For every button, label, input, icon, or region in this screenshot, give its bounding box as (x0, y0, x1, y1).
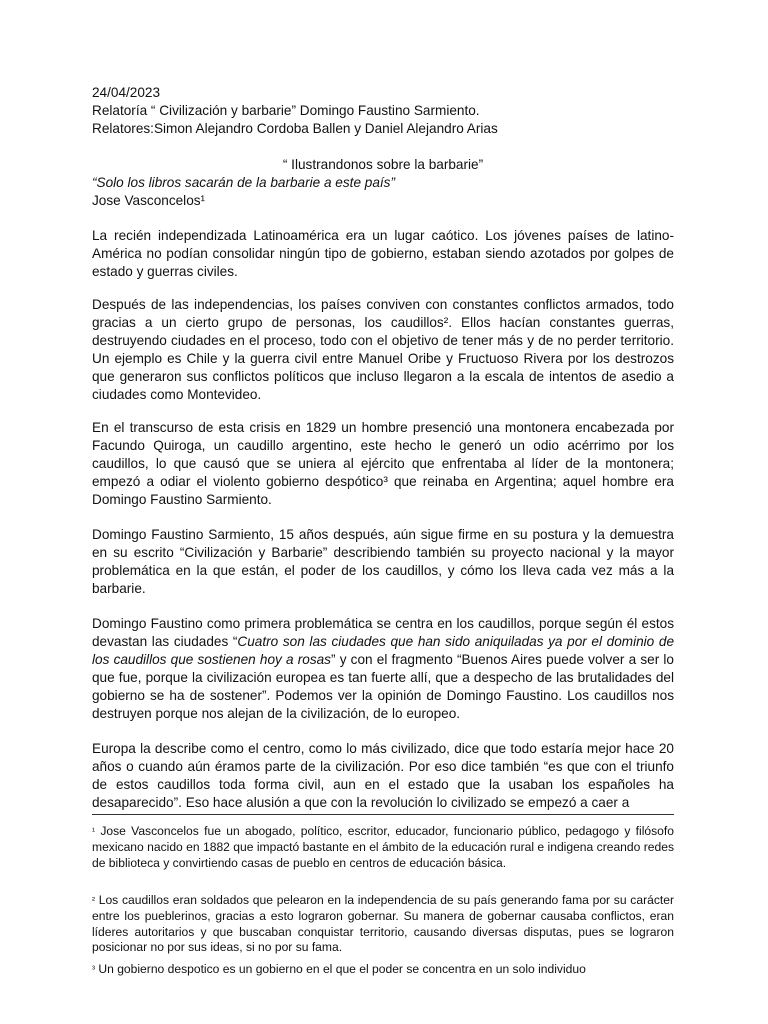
date: 24/04/2023 (92, 85, 161, 100)
footnote-2-mark: ² (92, 895, 95, 905)
footnote-2 (92, 893, 674, 955)
document-header (92, 84, 674, 138)
paragraph-3: En el transcurso de esta crisis en 1829 un hombre presenció una montonera encabezada por Facundo Quiroga, un caudillo argentino, este hecho le generó un odio acérrimo por los caudillos, lo que causó que se uniera al ejército que enfrentaba al líder de la montonera; empezó a odiar el violento gobierno despótico³ que reinaba en Argentina; aquel hombre era Domingo Faustino Sarmiento. (92, 420, 674, 507)
relatores-line: Relatores:Simon Alejandro Cordoba Ballen y Daniel Alejandro Arias (92, 121, 498, 136)
paragraph-5-quote: Cuatro son las ciudades que han sido aniquiladas ya por el dominio de los caudillos que sostienen hoy a rosas (92, 634, 675, 667)
footnote-3-text: Un gobierno despotico es un gobierno en el que el poder se concentra en un solo individuo (98, 962, 586, 976)
footnote-separator (92, 814, 674, 815)
paragraph-5-text-b: ” y con el fragmento “Buenos Aires puede volver a ser lo que fue, porque la civilización europea es tan fuerte allí, que a despecho de las brutalidades del gobierno se ha de sostener”. Podemos ver la opinión de Domingo Faustino. Los caudillos nos destruyen porque nos alejan de la civilización, de lo europeo. (92, 652, 674, 721)
footnote-3-mark: ³ (92, 964, 95, 974)
paragraph-2: Después de las independencias, los países conviven con constantes conflictos armados, todo gracias a un cierto grupo de personas, los caudillos². Ellos hacían constantes guerras, destruyendo ciudades en el proceso, todo con el objetivo de tener más y de no perder territorio. Un ejemplo es Chile y la guerra civil entre Manuel Oribe y Fructuoso Rivera por los destrozos que generaron sus conflictos políticos que incluso llegaron a la escala de intentos de asedio a ciudades como Montevideo. (92, 297, 674, 402)
paragraph-6: Europa la describe como el centro, como lo más civilizado, dice que todo estaría mejor hace 20 años o cuando aún éramos parte de la civilización. Por eso dice también “es que con el triunfo de estos caudillos toda forma civil, aun en el estado que la usaban los españoles ha desaparecido”. Eso hace alusión a que con la revolución lo civilizado se empezó a caer a (92, 741, 674, 810)
footnote-1-text: Jose Vasconcelos fue un abogado, político, escritor, educador, funcionario público, pedagogo y filósofo mexicano nacido en 1882 que impactó bastante en el ámbito de la educación rural e indigena creando redes de biblioteca y convirtiendo casas de pueblo en centros de educación básica. (92, 824, 674, 870)
relatoria-line: Relatoría “ Civilización y barbarie” Domingo Faustino Sarmiento. (92, 103, 480, 118)
epigraph-quote: “Solo los libros sacarán de la barbarie a este país” (92, 175, 395, 190)
footnote-1-mark: ¹ (92, 826, 95, 836)
document-title: “ Ilustrandonos sobre la barbarie” (282, 157, 484, 172)
paragraph-4: Domingo Faustino Sarmiento, 15 años después, aún sigue firme en su postura y la demuestra en su escrito “Civilización y Barbarie” describiendo también su proyecto nacional y la mayor problemática en la que están, el poder de los caudillos, y cómo los lleva cada vez más a la barbarie. (92, 527, 674, 596)
paragraph-1: La recién independizada Latinoamérica era un lugar caótico. Los jóvenes países de latino-América no podían consolidar ningún tipo de gobierno, estaban siendo azotados por golpes de estado y guerras civiles. (92, 228, 674, 279)
paragraph-5-text-a: Domingo Faustino como primera problemática se centra en los caudillos, porque según él estos devastan las ciudades “ (92, 616, 674, 649)
title-block (92, 156, 674, 210)
footnote-2-text: Los caudillos eran soldados que pelearon en la independencia de su país generando fama por su carácter entre los pueblerinos, gracias a esto lograron gobernar. Su manera de gobernar causaba conflictos, eran líderes autoritarios y que buscaban conquistar territorio, causando diversas disputas, pues se lograron posicionar no por sus ideas, si no por su fama. (92, 893, 674, 954)
footnote-3 (92, 962, 674, 978)
paragraph-5 (92, 615, 674, 723)
footnote-1 (92, 824, 674, 871)
epigraph-author: Jose Vasconcelos¹ (92, 193, 206, 208)
